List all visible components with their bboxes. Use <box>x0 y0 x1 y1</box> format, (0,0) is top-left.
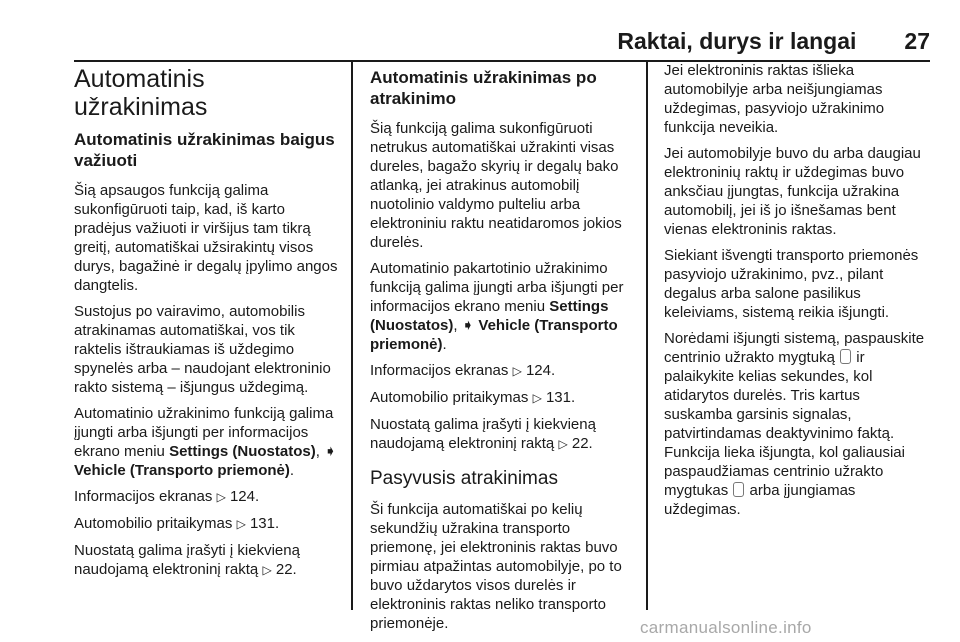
paragraph-settings-menu: Automatinio pakartotinio užrakinimo funkciją galima įjungti arba išjungti per informacijos ekrano meniu Settings (Nuostatos), ➧ Vehicle (Transporto priemonė). <box>370 260 624 353</box>
reference-arrow-icon: ▷ <box>512 364 522 378</box>
cross-reference-vehicle-personalisation[interactable]: Automobilio pritaikymas ▷ 131. <box>370 389 576 406</box>
menu-arrow: , ➧ <box>315 443 337 460</box>
reference-arrow-icon: ▷ <box>532 391 542 405</box>
menu-settings: Settings (Nuostatos) <box>169 443 316 460</box>
reference-arrow-icon: ▷ <box>558 437 568 451</box>
paragraph: Šią funkciją galima sukonfigūruoti netrukus automatiškai užrakinti visas dureles, bagažo skyrių ir degalų bako atlanką, jei atrakinus automobilį nuotolinio valdymo pulteliu arba elektroniniu raktu neatidaromos jokios durelės. <box>370 120 622 251</box>
reference-arrow-icon: ▷ <box>236 517 246 531</box>
central-lock-button-icon <box>733 482 744 497</box>
cross-reference-electronic-key[interactable]: Nuostatą galima įrašyti į kiekvieną naudojamą elektroninį raktą ▷ 22. <box>370 416 596 452</box>
text: Automatinio užrakinimo funkciją galima įjungti arba išjungti per informacijos ekrano meniu <box>74 405 334 460</box>
reference-arrow-icon: ▷ <box>216 490 226 504</box>
paragraph: Jei automobilyje buvo du arba daugiau elektroninių raktų ir uždegimas buvo anksčiau įjungtas, funkcija užrakina automobilį, jei iš jo išnešamas bent vienas elektroninis raktas. <box>664 145 921 238</box>
section-heading-passive-locking: Pasyvusis atrakinimas <box>370 468 558 489</box>
subheading-relock-after-unlock: Automatinis užrakinimas po atrakinimo <box>370 68 597 108</box>
central-lock-button-icon <box>840 349 851 364</box>
cross-reference-electronic-key[interactable]: Nuostatą galima įrašyti į kiekvieną naudojamą elektroninį raktą ▷ 22. <box>74 542 300 578</box>
paragraph-deactivate-instructions: Norėdami išjungti sistemą, paspauskite centrinio užrakto mygtuką ir palaikykite kelias sekundes, kol atidarytos durelės. Tris kartus suskamba garsinis signalas, patvirtindamas deaktyvinimo faktą. Funkcija lieka išjungta, kol galiausiai paspaudžiamas centrinio užrakto mygtukas arba įjungiamas uždegimas. <box>664 330 925 518</box>
section-heading-auto-lock: Automatinis užrakinimas <box>74 65 208 121</box>
page-number: 27 <box>904 28 930 54</box>
paragraph: Sustojus po vairavimo, automobilis atrakinamas automatiškai, vos tik raktelis ištraukiamas iš uždegimo spynelės arba – naudojant elektroninio rakto sistemą – išjungus uždegimą. <box>74 303 331 396</box>
subheading-lock-after-driving: Automatinis užrakinimas baigus važiuoti <box>74 130 335 170</box>
column-3 <box>664 61 930 526</box>
running-header <box>0 28 930 55</box>
watermark: carmanualsonline.info <box>640 618 812 637</box>
paragraph: Ši funkcija automatiškai po kelių sekundžių užrakina transporto priemonę, jei elektroninis raktas buvo pirmiau atpažintas automobilyje, po to buvo uždarytos visos durelės ir elektroninis raktas neliko transporto priemonėje. <box>370 501 622 632</box>
menu-vehicle: Vehicle (Transporto priemonė) <box>370 317 618 353</box>
paragraph: Siekiant išvengti transporto priemonės pasyviojo užrakinimo, pvz., pilant degalus arba salone pasilikus keleiviams, sistemą reikia išjungti. <box>664 247 919 321</box>
menu-arrow: , ➧ <box>453 317 479 334</box>
header-title: Raktai, durys ir langai <box>617 28 857 54</box>
menu-settings: Settings (Nuostatos) <box>370 298 609 334</box>
paragraph: Šią apsaugos funkciją galima sukonfigūruoti taip, kad, iš karto pradėjus važiuoti ir viršijus tam tikrą greitį, automatiškai užsirakintų visos durys, bagažinė ir degalų įpylimo angos dangtelis. <box>74 182 338 294</box>
menu-vehicle: Vehicle (Transporto priemonė) <box>74 462 290 479</box>
cross-reference-info-display[interactable]: Informacijos ekranas ▷ 124. <box>370 362 556 379</box>
paragraph-settings-menu: Automatinio užrakinimo funkciją galima įjungti arba išjungti per informacijos ekrano meniu Settings (Nuostatos), ➧ Vehicle (Transporto priemonė). <box>74 405 337 479</box>
paragraph: Jei elektroninis raktas išlieka automobilyje arba neišjungiamas uždegimas, pasyviojo užrakinimo funkcija neveikia. <box>664 62 885 136</box>
column-divider-2 <box>646 62 648 610</box>
column-2 <box>370 61 636 640</box>
column-1 <box>74 61 344 587</box>
reference-arrow-icon: ▷ <box>262 563 272 577</box>
cross-reference-info-display[interactable]: Informacijos ekranas ▷ 124. <box>74 488 260 505</box>
column-divider-1 <box>351 62 353 610</box>
cross-reference-vehicle-personalisation[interactable]: Automobilio pritaikymas ▷ 131. <box>74 515 280 532</box>
